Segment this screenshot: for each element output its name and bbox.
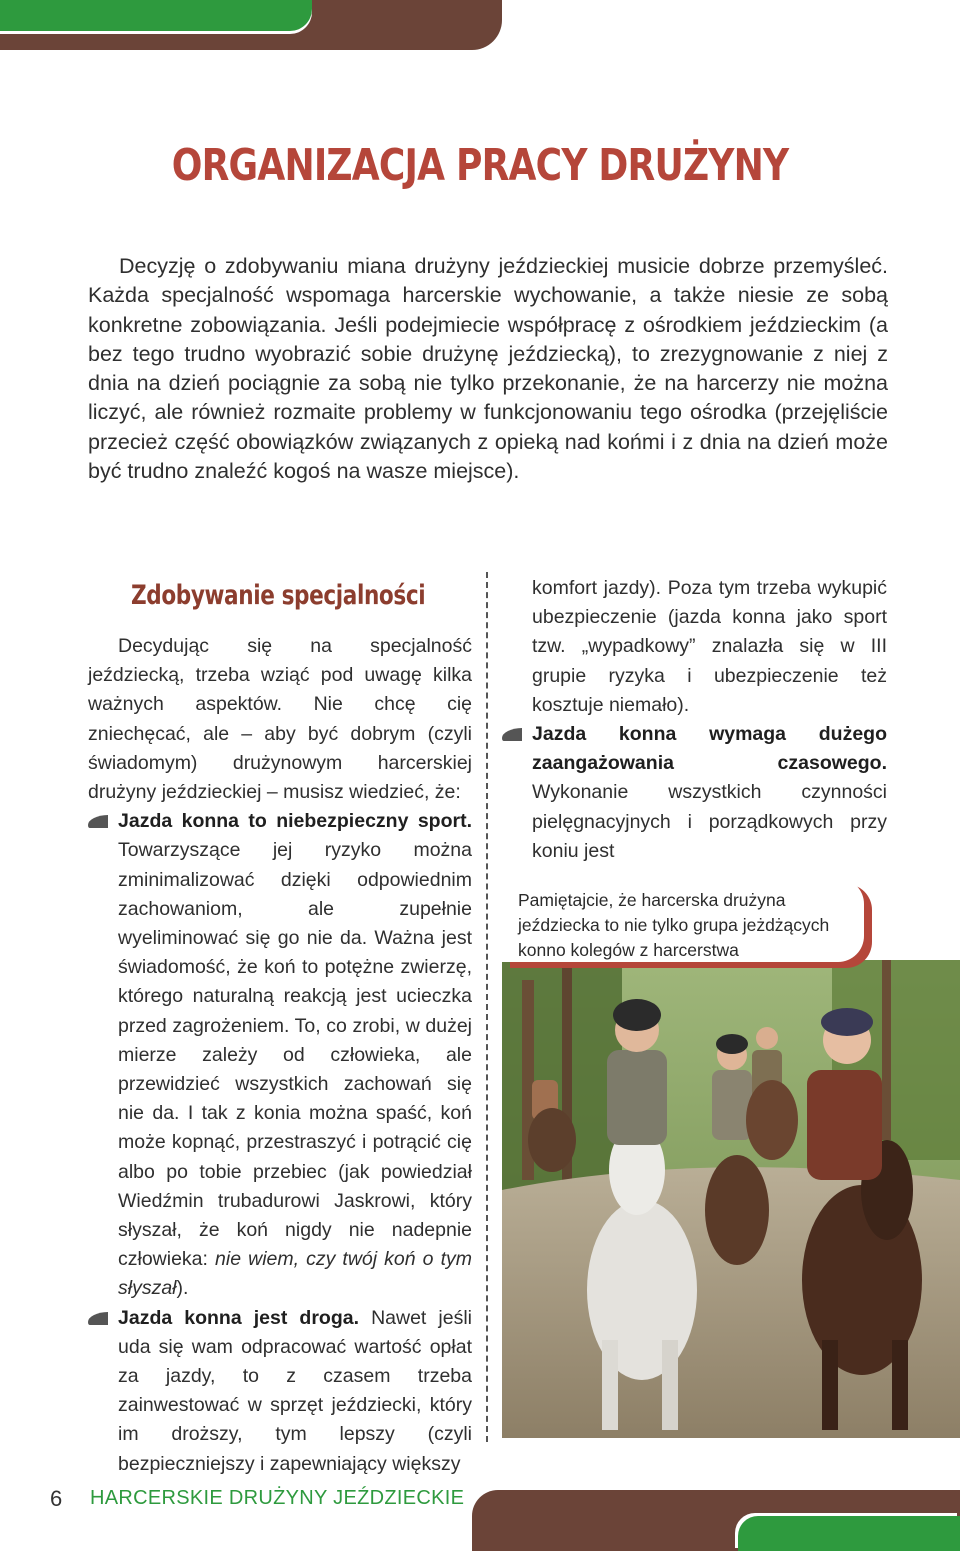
photo-caption: Pamiętajcie, że harcerska drużyna jeździecka to nie tylko grupa jeżdżących konno kolegów z harcerstwa	[502, 878, 864, 962]
item-italic: nie wiem, czy twój koń o tym słyszał	[118, 1248, 473, 1300]
list-item	[88, 807, 472, 1303]
item-text-end: ).	[176, 1277, 189, 1300]
list-item	[502, 720, 887, 866]
column-divider	[486, 572, 488, 1442]
left-column	[88, 632, 472, 1479]
page-number: 6	[50, 1486, 63, 1511]
bullet-icon	[88, 815, 108, 828]
right-column	[502, 574, 887, 866]
item-bold: Jazda konna wymaga dużego zaangażowania czasowego.	[532, 723, 887, 775]
intro-paragraph: Decyzję o zdobywaniu miana drużyny jeździeckiej musicie dobrze przemyśleć. Każda specjalność wspomaga harcerskie wychowanie, a także niesie ze sobą konkretne zobowiązania. Jeśli podejmiecie współpracę z ośrodkiem jeździeckim (a bez tego trudno wyobrazić sobie drużynę jeździecką), to zrezygnowanie z niej z dnia na dzień pociągnie za sobą nie tylko przekonanie, że na harcerzy nie można liczyć, ale również rozmaite problemy w funkcjonowaniu tego ośrodka (przejęliście przecież część obowiązków związanych z opieką nad końmi i z dnia na dzień może być trudno znaleźć kogoś na wasze miejsce).	[88, 254, 888, 484]
page-title: ORGANIZACJA PRACY DRUŻYNY	[171, 140, 789, 191]
section-lead: Decydując się na specjalność jeździecką, trzeba wziąć pod uwagę kilka ważnych aspektów. Nie chcę cię zniechęcać, ale – aby być dobrym (czyli świadomym) drużynowym harcerskiej drużyny jeździeckiej – musisz wiedzieć, że:	[88, 635, 472, 804]
list-item	[88, 1304, 472, 1479]
item-bold: Jazda konna jest droga.	[118, 1306, 360, 1329]
photo-illustration	[502, 960, 960, 1438]
item-bold: Jazda konna to niebezpieczny sport.	[118, 810, 472, 833]
item-text: Towarzyszące jej ryzyko można zminimalizować dzięki odpowiednim zachowaniom, ale zupełnie wyeliminować się go nie da. Ważna jest świadomość, że koń to potężne zwierzę, którego naturalną reakcją jest ucieczka przed zagrożeniem. To, co zrobi, w dużej mierze zależy od człowieka, ale przewidzieć wszystkich zachowań się nie da. I tak z konia można spaść, koń może kopnąć, przestraszyć i potrącić cię albo po tobie przebiec (jak powiedział Wiedźmin trubadurowi Jaskrowi, który słyszał, że koń nigdy nie nadepnie człowieka:	[118, 839, 472, 1271]
footer-decoration-green	[738, 1516, 960, 1551]
item-text: Wykonanie wszystkich czynności pielęgnacyjnych i porządkowych przy koniu jest	[532, 781, 887, 862]
top-decoration-green	[0, 0, 312, 31]
bullet-icon	[88, 1312, 108, 1325]
item-text: Nawet jeśli uda się wam odpracować wartość opłat za jazdy, to z czasem trzeba zainwestować w sprzęt jeździecki, który im droższy, tym lepszy (czyli bezpieczniejszy i zapewniający większy	[118, 1306, 473, 1475]
footer-book-title: HARCERSKIE DRUŻYNY JEŹDZIECKIE	[90, 1487, 465, 1509]
bullet-icon	[502, 728, 522, 741]
section-heading: Zdobywanie specjalności	[131, 580, 426, 611]
item-continuation: komfort jazdy). Poza tym trzeba wykupić ubezpieczenie (jazda konna jako sport tzw. „wypadkowy” znalazła się w III grupie ryzyka i ubezpieczenie też kosztuje niemało).	[532, 577, 887, 716]
photo-horse-riders	[502, 960, 960, 1438]
